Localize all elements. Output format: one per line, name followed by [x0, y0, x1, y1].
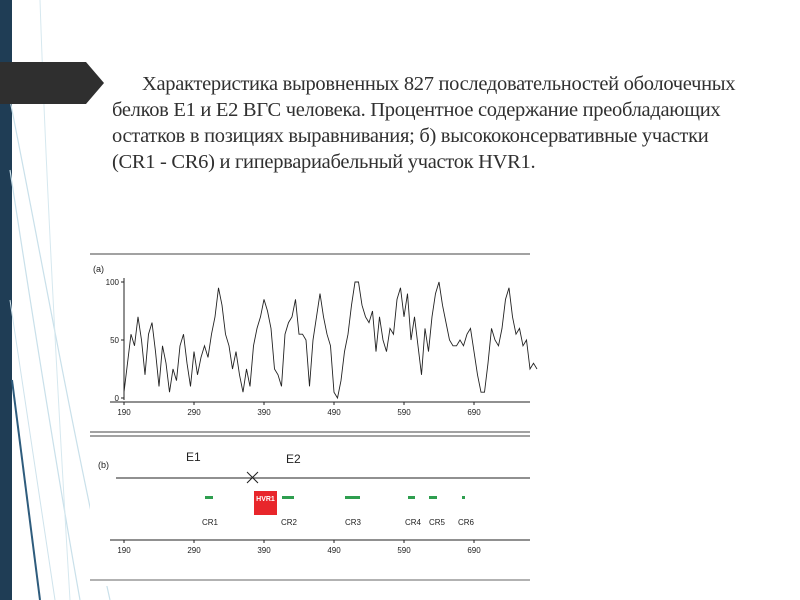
x-tick-label: 590 [397, 546, 411, 555]
protein-label-e1: E1 [186, 450, 201, 464]
hvr1-label: HVR1 [256, 496, 275, 503]
conserved-region-label: CR2 [280, 518, 298, 527]
figure-chart [90, 230, 576, 586]
x-tick-label: 590 [397, 408, 411, 417]
conservation-series-line [124, 282, 537, 398]
x-tick-label: 190 [117, 408, 131, 417]
hvr1-region-box [254, 491, 277, 515]
x-tick-label: 190 [117, 546, 131, 555]
x-tick-label: 390 [257, 546, 271, 555]
panel-a-x-ticks [117, 402, 481, 417]
x-tick-label: 490 [327, 408, 341, 417]
panel-b-x-ticks [117, 540, 481, 555]
conserved-region-label: CR4 [404, 518, 422, 527]
conserved-region-bar [282, 496, 294, 499]
conserved-region-marks [202, 496, 475, 527]
y-tick-label: 100 [105, 278, 119, 287]
x-tick-label: 690 [467, 408, 481, 417]
conserved-region-label: CR3 [344, 518, 362, 527]
conserved-region-label: CR1 [201, 518, 219, 527]
x-tick-label: 290 [187, 408, 201, 417]
panel-a-y-axis [106, 278, 124, 403]
title-marker-arrow [0, 62, 104, 104]
x-tick-label: 290 [187, 546, 201, 555]
conserved-region-label: CR5 [428, 518, 446, 527]
y-tick-label: 0 [114, 394, 119, 403]
conserved-region-bar [429, 496, 437, 499]
protein-label-e2: E2 [286, 452, 301, 466]
conserved-region-bar [345, 496, 360, 499]
panel-b-label: (b) [98, 460, 109, 470]
slide-caption-text: Характеристика выровненных 827 последовательностей оболочечных белков Е1 и Е2 ВГС человека. Процентное содержание преобладающих остатков в позициях выравнивания; б) высококонсервативные участки (CR1 - CR6) и гипервариабельный участок HVR1. [112, 73, 736, 173]
x-tick-label: 390 [257, 408, 271, 417]
x-tick-label: 490 [327, 546, 341, 555]
conserved-region-label: CR6 [457, 518, 475, 527]
y-tick-label: 50 [110, 336, 119, 345]
panel-a-label: (a) [93, 264, 104, 274]
conserved-region-bar [408, 496, 415, 499]
conserved-region-bar [462, 496, 465, 499]
conserved-region-bar [205, 496, 213, 499]
x-tick-label: 690 [467, 546, 481, 555]
figure-image [90, 230, 576, 586]
